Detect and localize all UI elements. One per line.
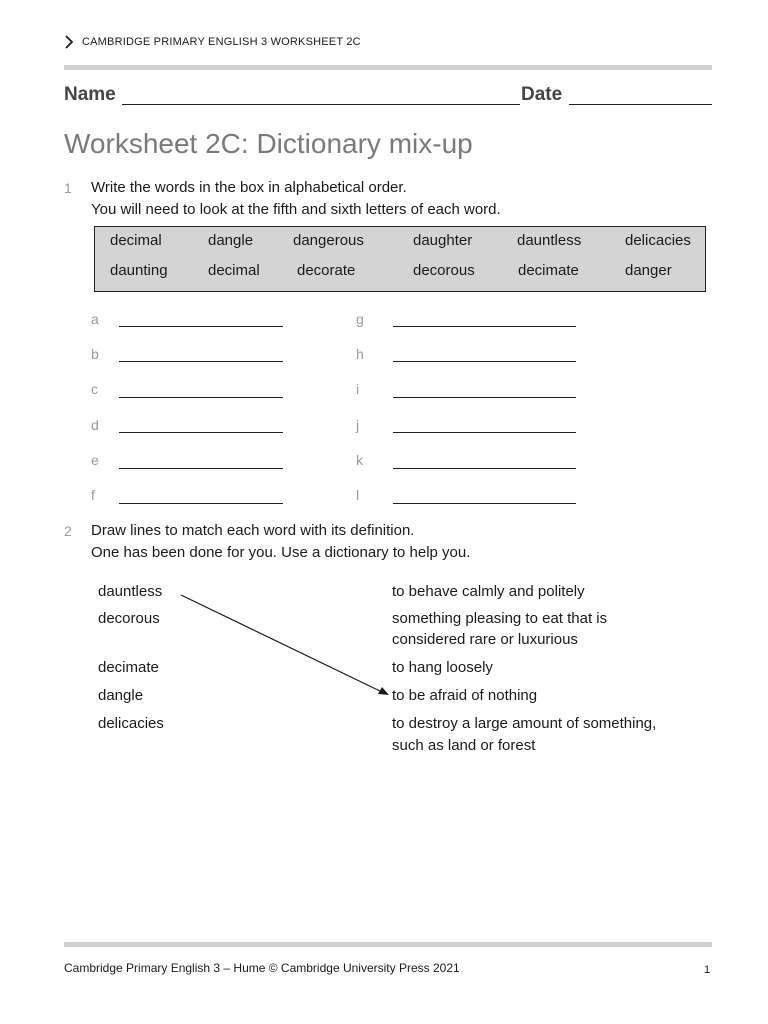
box-word: decorate — [297, 262, 356, 279]
series-title: CAMBRIDGE PRIMARY ENGLISH 3 WORKSHEET 2C — [82, 36, 361, 48]
answer-letter: e — [91, 452, 99, 468]
answer-letter: b — [91, 346, 99, 362]
box-word: danger — [625, 262, 672, 279]
footer-rule — [64, 942, 712, 947]
box-word: decimal — [208, 262, 260, 279]
match-word[interactable]: delicacies — [98, 715, 164, 732]
box-word: decimate — [518, 262, 579, 279]
question-number: 1 — [64, 180, 72, 196]
answer-letter: h — [356, 346, 364, 362]
box-word: decimal — [110, 232, 162, 249]
match-definition[interactable]: to be afraid of nothing — [392, 687, 538, 704]
box-word: decorous — [413, 262, 475, 279]
answer-letter: d — [91, 417, 99, 433]
box-word: daughter — [413, 232, 473, 249]
match-word[interactable]: decorous — [98, 610, 160, 627]
match-definition[interactable]: considered rare or luxurious — [392, 631, 578, 648]
box-word: dangle — [208, 232, 254, 249]
answer-letter: i — [356, 381, 360, 397]
match-word[interactable]: decimate — [98, 659, 159, 676]
answer-letter: l — [356, 487, 360, 503]
match-word[interactable]: dauntless — [98, 583, 163, 600]
footer-copyright: Cambridge Primary English 3 – Hume © Cambridge University Press 2021 — [64, 961, 460, 975]
box-word: dauntless — [517, 232, 582, 249]
box-word: dangerous — [293, 232, 364, 249]
question-instruction: One has been done for you. Use a dictionary to help you. — [91, 544, 471, 561]
question-instruction: You will need to look at the fifth and sixth letters of each word. — [91, 201, 501, 218]
match-word[interactable]: dangle — [98, 687, 144, 704]
question-number: 2 — [64, 523, 72, 539]
question-instruction: Write the words in the box in alphabetical order. — [91, 179, 407, 196]
answer-letter: g — [356, 311, 364, 327]
answer-letter: a — [91, 311, 99, 327]
answer-letter: f — [91, 487, 95, 503]
page-number: 1 — [704, 964, 711, 976]
box-word: daunting — [110, 262, 168, 279]
match-definition[interactable]: something pleasing to eat that is — [392, 610, 608, 627]
page-title: Worksheet 2C: Dictionary mix-up — [64, 128, 473, 159]
question-instruction: Draw lines to match each word with its definition. — [91, 522, 415, 539]
match-definition[interactable]: to destroy a large amount of something, — [392, 715, 657, 732]
answer-letter: k — [356, 452, 363, 468]
answer-letter: j — [356, 417, 360, 433]
date-label: Date — [521, 84, 563, 105]
answer-letter: c — [91, 381, 98, 397]
match-definition[interactable]: to hang loosely — [392, 659, 493, 676]
box-word: delicacies — [625, 232, 691, 249]
match-definition[interactable]: such as land or forest — [392, 737, 536, 754]
name-label: Name — [64, 84, 116, 105]
match-definition[interactable]: to behave calmly and politely — [392, 583, 585, 600]
